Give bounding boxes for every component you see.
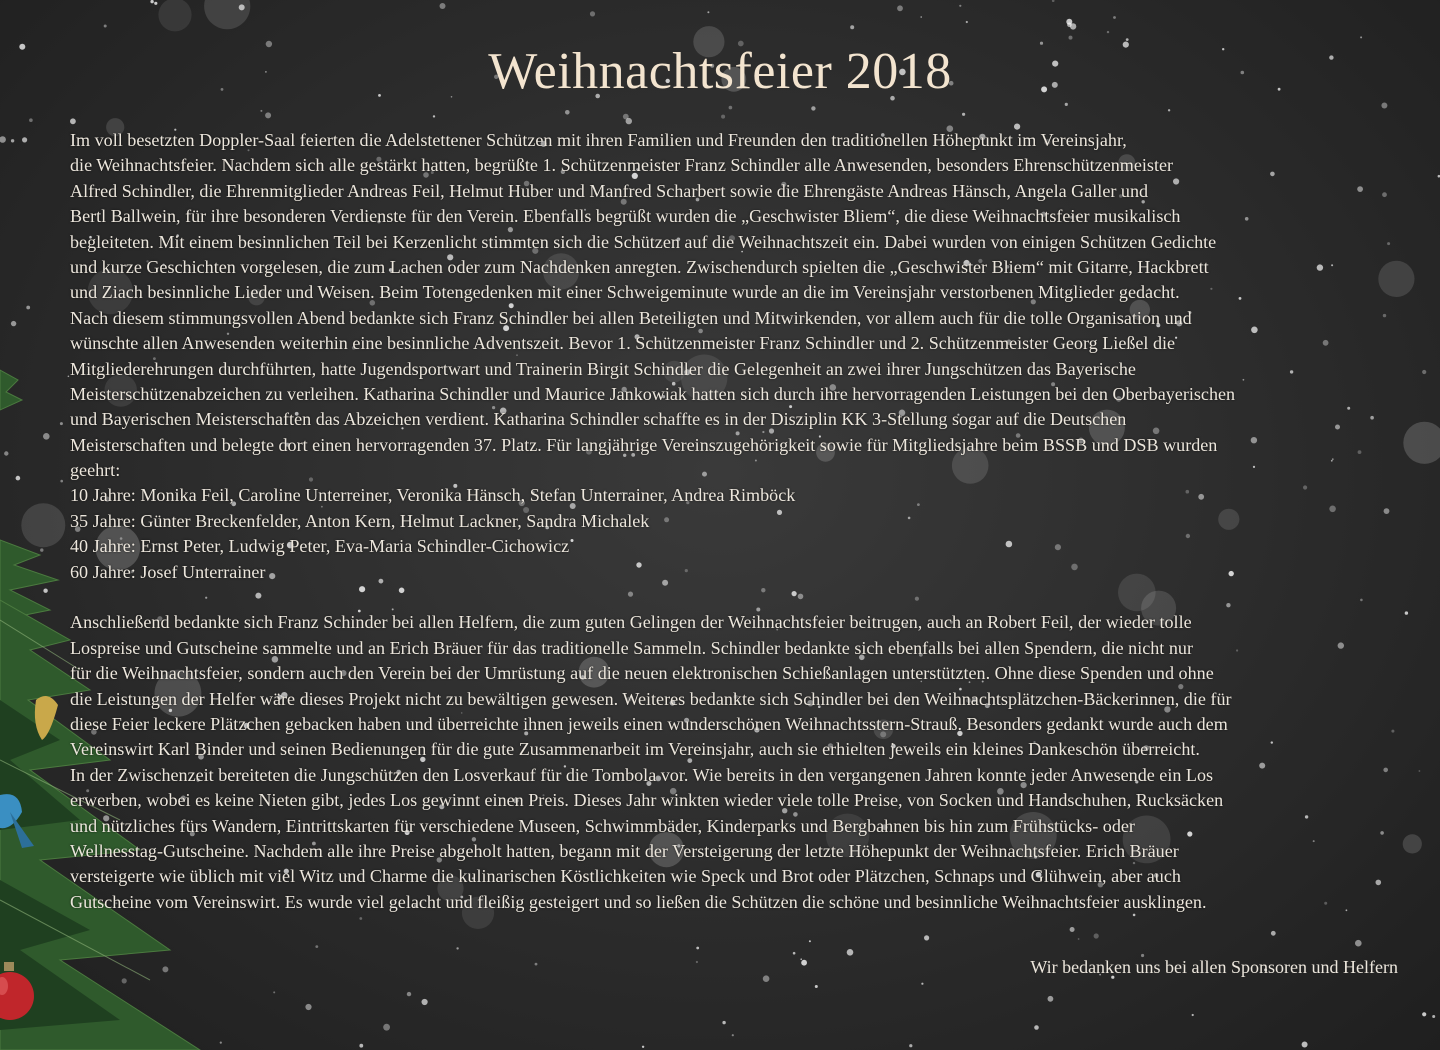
text-line: diese Feier leckere Plätzchen gebacken haben und überreichte ihnen jeweils einen wunderschönen Weihnachtsstern-Strauß. Besonders gedankt wurde auch dem [70,713,1228,734]
text-line: Nach diesem stimmungsvollen Abend bedankte sich Franz Schindler bei allen Beteiligten und Mitwirkenden, vor allem auch für die tolle Organisation und [70,307,1192,328]
closing-thanks: Wir bedanken uns bei allen Sponsoren und Helfern [1030,957,1398,977]
text-line: Vereinswirt Karl Binder und seinen Bedienungen für die gute Zusammenarbeit im Vereinsjahr, auch sie erhielten jeweils ein kleines Dankeschön überreicht. [70,739,1200,760]
page-title: Weihnachtsfeier 2018 [488,43,952,100]
text-line: Bertl Ballwein, für ihre besonderen Verdienste für den Verein. Ebenfalls begrüßt wurden die „Geschwister Bliem“, die diese Weihnachtsfeier musikalisch [70,206,1181,227]
text-line: Im voll besetzten Doppler-Saal feierten die Adelstettener Schützen mit ihren Familien und Freunden den traditionellen Höhepunkt im Vereinsjahr, [70,130,1127,150]
text-line: und kurze Geschichten vorgelesen, die zum Lachen oder zum Nachdenken anregten. Zwischendurch spielten die „Geschwister Bliem“ mit Gitarre, Hackbrett [70,256,1209,277]
text-line: Mitgliederehrungen durchführten, hatte Jugendsportwart und Trainerin Birgit Schindler die Gelegenheit an zwei ihrer Jungschützen das Bayerische [70,358,1136,379]
paragraph-spacer [70,585,1435,610]
article-body [70,128,1435,915]
text-line: Alfred Schindler, die Ehrenmitglieder Andreas Feil, Helmut Huber und Manfred Scharbert sowie die Ehrengäste Andreas Hänsch, Angela Galler und [70,180,1149,201]
text-line: In der Zwischenzeit bereiteten die Jungschützen den Losverkauf für die Tombola vor. Wie bereits in den vergangenen Jahren konnte jeder Anwesende ein Los [70,764,1214,785]
text-line: für die Weihnachtsfeier, sondern auch den Verein bei der Umrüstung auf die neuen elektronischen Schießanlagen unterstützten. Ohne diese Spenden und ohne [70,663,1214,684]
text-line: und Ziach besinnliche Lieder und Weisen. Beim Totengedenken mit einer Schweigeminute wurde an die im Vereinsjahr verstorbenen Mitglieder gedacht. [70,282,1180,303]
text-line: Wellnesstag-Gutscheine. Nachdem alle ihre Preise abgeholt hatten, begann mit der Versteigerung der letzte Höhepunkt der Weihnachtsfeier. Erich Bräuer [70,840,1179,861]
paragraph-intro [70,128,1435,483]
honors-item: 40 Jahre: Ernst Peter, Ludwig Peter, Eva-Maria Schindler-Cichowicz [70,536,570,557]
text-line: erwerben, wobei es keine Nieten gibt, jedes Los gewinnt einen Preis. Dieses Jahr winkten wieder viele tolle Preise, von Socken und Handschuhen, Rucksäcken [70,790,1224,811]
honors-item: 10 Jahre: Monika Feil, Caroline Unterreiner, Veronika Hänsch, Stefan Unterrainer, Andrea Rimböck [70,485,796,506]
text-line: die Weihnachtsfeier. Nachdem sich alle gestärkt hatten, begrüßte 1. Schützenmeister Franz Schindler alle Anwesenden, besonders Ehrenschützenmeister [70,155,1174,176]
text-line: und nützliches fürs Wandern, Eintrittskarten für verschiedene Museen, Schwimmbäder, Kinderparks und Bergbahnen bis hin zum Frühstücks- oder [70,815,1135,836]
paragraph-thanks [70,610,1435,915]
text-line: begleiteten. Mit einem besinnlichen Teil bei Kerzenlicht stimmten sich die Schützen auf die Weihnachtszeit ein. Dabei wurden von einigen Schützen Gedichte [70,231,1217,252]
text-line: Meisterschützenabzeichen zu verleihen. Katharina Schindler und Maurice Jankowiak hatten sich durch ihre hervorragenden Leistungen bei den Oberbayerischen [70,383,1236,404]
honors-item: 60 Jahre: Josef Unterrainer [70,561,266,582]
honors-list [70,483,1435,585]
honors-item: 35 Jahre: Günter Breckenfelder, Anton Kern, Helmut Lackner, Sandra Michalek [70,510,650,531]
text-line: versteigerte wie üblich mit viel Witz und Charme die kulinarischen Köstlichkeiten wie Speck und Brot oder Plätzchen, Schnaps und Glühwein, aber auch [70,866,1181,887]
text-line: Meisterschaften und belegte dort einen hervorragenden 37. Platz. Für langjährige Vereinszugehörigkeit sowie für Mitgliedsjahre beim BSSB und DSB wurden [70,434,1218,455]
text-line: wünschte allen Anwesenden weiterhin eine besinnliche Adventszeit. Bevor 1. Schützenmeister Franz Schindler und 2. Schützenmeister Georg Ließel die [70,333,1176,354]
text-line: geehrt: [70,460,121,481]
text-line: und Bayerischen Meisterschaften das Abzeichen verdient. Katharina Schindler schaffte es in der Disziplin KK 3-Stellung sogar auf die Deutschen [70,409,1127,430]
text-line: Lospreise und Gutscheine sammelte und an Erich Bräuer für das traditionelle Sammeln. Schindler bedankte sich ebenfalls bei allen Spendern, die nicht nur [70,637,1193,658]
text-line: Gutscheine vom Vereinswirt. Es wurde viel gelacht und fleißig gesteigert und so ließen die Schützen die schöne und besinnliche Weihnachtsfeier ausklingen. [70,891,1207,912]
text-line: die Leistungen der Helfer wäre dieses Projekt nicht zu bewältigen gewesen. Weiteres bedankte sich Schindler bei den Weihnachtsplätzchen-Bäckerinnen, die für [70,688,1232,709]
text-line: Anschließend bedankte sich Franz Schinder bei allen Helfern, die zum guten Gelingen der Weihnachtsfeier beitrugen, auch an Robert Feil, der wieder tolle [70,612,1192,633]
